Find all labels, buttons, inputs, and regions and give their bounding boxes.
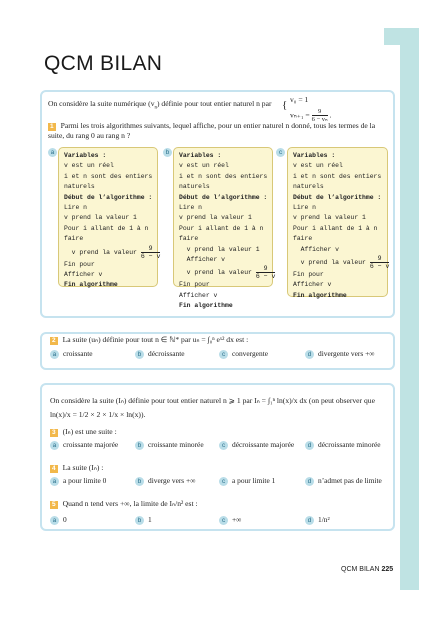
algorithm-line: v prend la valeur $\frac{9}{6 - v}$ (179, 265, 276, 281)
algorithm-line: Afficher v (64, 271, 103, 279)
q4-question: 4 La suite (Iₙ) : (52, 463, 104, 472)
q2-option-c[interactable]: c convergente (219, 349, 268, 359)
q3-option-b[interactable]: b croissante minorée (135, 440, 204, 450)
algorithm-line: Fin pour (293, 271, 324, 279)
system-line-2: vₙ₊₁ = $\frac{9}{\text{6 − vₙ}}$ . (290, 108, 332, 123)
fraction: $\frac{9}{6 - v}$ (140, 244, 161, 260)
algorithm-line: v est un réel (293, 162, 343, 170)
algorithm-line: Fin algorithme (64, 281, 118, 289)
algorithm-line: faire (293, 235, 313, 243)
algorithm-line: faire (179, 235, 199, 243)
algorithm-line: Lire n (293, 204, 317, 212)
q345-intro-cont: ln(x)/x = 1/2 × 2 × 1/x × ln(x)). (50, 410, 146, 419)
q1-question: 1 Parmi les trois algorithmes suivants, lequel affiche, pour un entier naturel n donné, tous les termes de la (50, 121, 376, 130)
q5-option-c[interactable]: c +∞ (219, 515, 241, 525)
algorithm-b[interactable] (173, 147, 276, 310)
algorithm-line: Pour i allant de 1 à n (179, 224, 264, 232)
algorithm-line: faire (64, 235, 84, 243)
q2-option-d[interactable]: d divergente vers +∞ (305, 349, 375, 359)
algorithm-line: Pour i allant de 1 à n (293, 224, 378, 232)
system-line-1: v₀ = 1 (290, 95, 309, 104)
algorithm-line: v prend la valeur 1 (179, 214, 252, 222)
question-number: 5 (52, 501, 56, 508)
algorithm-line: Début de l’algorithme : (64, 193, 153, 201)
algorithm-line: Lire n (64, 204, 88, 212)
q4-option-d[interactable]: d n’admet pas de limite (305, 476, 382, 486)
q4-option-b[interactable]: b diverge vers +∞ (135, 476, 195, 486)
fraction: $\frac{9}{6 - v}$ (369, 255, 390, 271)
q5-question: 5 Quand n tend vers +∞, la limite de Iₙ/n² est : (52, 499, 198, 508)
question-number: 1 (50, 123, 54, 130)
question-number: 3 (52, 429, 56, 436)
algorithm-line: v prend la valeur $\frac{9}{6 - v}$ (64, 244, 161, 260)
algorithm-line: v prend la valeur $\frac{9}{6 - v}$ (293, 255, 390, 271)
q3-option-a[interactable]: a croissante majorée (50, 440, 118, 450)
option-c-marker[interactable]: c (276, 143, 289, 161)
algorithm-line: i et n sont des entiers (64, 172, 153, 180)
algorithm-a[interactable] (58, 147, 161, 289)
q5-option-d[interactable]: d 1/n² (305, 515, 330, 525)
algorithm-line: v est un réel (64, 162, 114, 170)
algorithm-line: v est un réel (179, 162, 229, 170)
algorithm-line: naturels (179, 183, 210, 191)
fraction: $\frac{9}{6 - v}$ (255, 265, 276, 281)
algorithm-line: Fin pour (64, 260, 95, 268)
algorithm-c[interactable] (287, 147, 388, 297)
q2-question: 2 La suite (uₙ) définie pour tout n ∈ ℕ* par uₙ = ∫₀ⁿ eˣ² dx est : (52, 335, 249, 344)
algorithm-line: Fin algorithme (179, 302, 233, 310)
page-footer: QCM BILAN 225 (341, 566, 394, 573)
q3-option-d[interactable]: d décroissante minorée (305, 440, 381, 450)
algorithm-line: Afficher v (179, 291, 218, 299)
algorithm-line: i et n sont des entiers (293, 172, 382, 180)
q345-intro: On considère la suite (Iₙ) définie pour tout entier naturel n ⩾ 1 par Iₙ = ∫₁ⁿ ln(x)/x dx (on peut observer que (50, 396, 375, 405)
sidebar-band (400, 28, 419, 590)
q2-option-b[interactable]: b décroissante (135, 349, 185, 359)
algorithm-line: Début de l’algorithme : (179, 193, 268, 201)
page-title: QCM BILAN (44, 52, 163, 75)
algorithm-line: Pour i allant de 1 à n (64, 224, 149, 232)
q4-option-c[interactable]: c a pour limite 1 (219, 476, 275, 486)
q2-option-a[interactable]: a croissante (50, 349, 93, 359)
q5-option-a[interactable]: a 0 (50, 515, 67, 525)
algorithm-line: Afficher v (293, 281, 332, 289)
algorithm-line: Variables : (64, 152, 107, 159)
algorithm-line: v prend la valeur 1 (293, 214, 366, 222)
algorithm-line: v prend la valeur 1 (179, 245, 260, 253)
algorithm-line: Variables : (293, 152, 336, 159)
algorithm-line: Afficher v (179, 256, 226, 264)
algorithm-line: naturels (64, 183, 95, 191)
q1-intro: On considère la suite numérique $(v_n)$ définie pour tout entier naturel n par (48, 99, 272, 111)
question-number: 4 (52, 465, 56, 472)
algorithm-line: i et n sont des entiers (179, 172, 268, 180)
algorithm-line: Lire n (179, 204, 203, 212)
q4-option-a[interactable]: a a pour limite 0 (50, 476, 106, 486)
algorithm-line: v prend la valeur 1 (64, 214, 137, 222)
option-b-marker[interactable]: b (163, 143, 176, 161)
algorithm-line: Fin pour (179, 281, 210, 289)
system-brace: { (282, 99, 288, 111)
q1-question-cont: suite, du rang 0 au rang n ? (48, 131, 131, 140)
question-number: 2 (52, 337, 56, 344)
q3-question: 3 (Iₙ) est une suite : (52, 427, 117, 436)
option-a-marker[interactable]: a (48, 143, 61, 161)
q3-option-c[interactable]: c décroissante majorée (219, 440, 294, 450)
q5-option-b[interactable]: b 1 (135, 515, 152, 525)
algorithm-line: naturels (293, 183, 324, 191)
algorithm-line: Fin algorithme (293, 291, 347, 299)
algorithm-line: Début de l’algorithme : (293, 193, 382, 201)
algorithm-line: Afficher v (293, 245, 340, 253)
algorithm-line: Variables : (179, 152, 222, 159)
